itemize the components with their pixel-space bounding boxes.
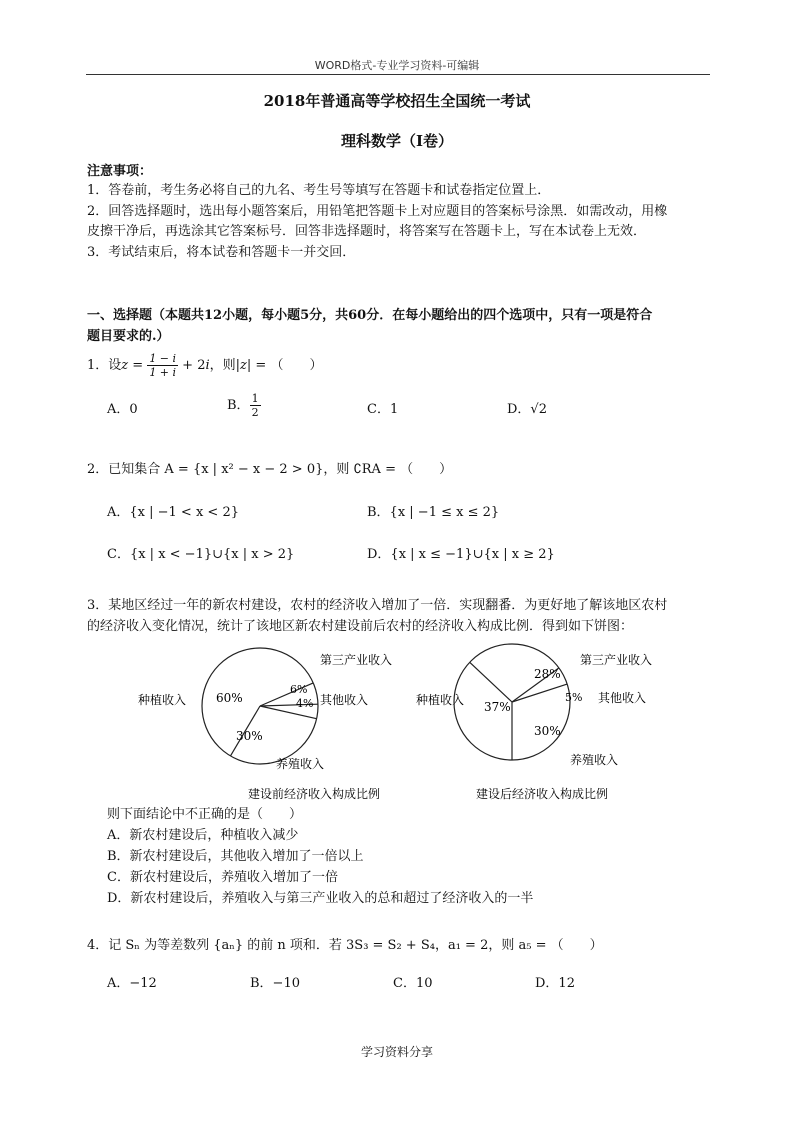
q3-question: 则下面结论中不正确的是（ ） xyxy=(107,807,303,822)
pie-chart-before xyxy=(130,640,410,810)
pie-before-pct-breeding: 30% xyxy=(236,729,263,743)
q1-option-b-fraction xyxy=(250,392,261,419)
q3-option-d: D．新农村建设后，养殖收入与第三产业收入的总和超过了经济收入的一半 xyxy=(107,891,534,906)
pie-after-label-tertiary: 第三产业收入 xyxy=(580,653,653,667)
q1-option-d: D．√2 xyxy=(507,402,547,417)
pie-before-title: 建设前经济收入构成比例 xyxy=(248,787,381,801)
q1-option-b-num: 1 xyxy=(251,392,259,405)
q4-option-d: D．12 xyxy=(535,976,575,991)
q3-option-a: A．新农村建设后，种植收入减少 xyxy=(107,828,299,843)
q1-eq: = xyxy=(128,358,148,373)
pie-after-label-other: 其他收入 xyxy=(598,691,647,705)
q4-stem: 4．记 Sₙ 为等差数列 {aₙ} 的前 n 项和．若 3S₃ = S₂ + S₄，a₁ = 2，则 a₅ = （ ） xyxy=(87,938,603,953)
notice-line-4: 3．考试结束后，将本试卷和答题卡一并交回． xyxy=(87,245,356,260)
notice-heading: 注意事项： xyxy=(87,164,153,179)
q1-stem xyxy=(87,350,712,382)
pie-after-label-planting: 种植收入 xyxy=(416,693,465,707)
q1-option-b-den: 2 xyxy=(251,406,259,419)
pie-before-pct-tertiary: 6% xyxy=(290,683,308,696)
q3-stem-line-2: 的经济收入变化情况，统计了该地区新农村建设前后农村的经济收入构成比例．得到如下饼图： xyxy=(87,619,634,634)
pie-before-label-tertiary: 第三产业收入 xyxy=(320,653,393,667)
pie-before-label-breeding: 养殖收入 xyxy=(276,757,325,771)
pie-before-pct-other: 4% xyxy=(296,697,314,710)
page-header: WORD格式-专业学习资料-可编辑 xyxy=(314,59,480,72)
q1-option-a: A．0 xyxy=(107,402,138,417)
section-heading-line-2: 题目要求的.） xyxy=(87,329,170,344)
pie-after-pct-breeding: 30% xyxy=(534,724,561,738)
notice-line-3: 皮擦干净后，再选涂其它答案标号．回答非选择题时，将答案写在答题卡上，写在本试卷上无效． xyxy=(87,224,647,239)
q1-numerator: 1 − i xyxy=(149,352,177,365)
pie-after-pct-planting: 37% xyxy=(484,700,511,714)
pie-chart-after xyxy=(410,640,690,810)
q2-stem: 2．已知集合 A = {x | x² − x − 2 > 0}，则 ∁RA = （ ） xyxy=(87,462,453,477)
header-rule xyxy=(86,74,710,75)
q4-option-b: B．−10 xyxy=(250,976,300,991)
pie-after-slices xyxy=(454,644,570,760)
section-heading-line-1: 一、选择题（本题共12小题，每小题5分，共60分．在每小题给出的四个选项中，只有一项是符合 xyxy=(87,308,653,323)
notice-line-2: 2．回答选择题时，选出每小题答案后，用铅笔把答题卡上对应题目的答案标号涂黑．如需改动，用橡 xyxy=(87,204,668,219)
q2-option-d: D．{x | x ≤ −1}∪{x | x ≥ 2} xyxy=(367,547,555,562)
q3-option-c: C．新农村建设后，养殖收入增加了一倍 xyxy=(107,870,338,885)
q1-option-b xyxy=(227,392,261,419)
q1-option-c: C．1 xyxy=(367,402,399,417)
q1-tail: = （ ） xyxy=(251,358,323,373)
q1-plus: + 2 xyxy=(178,358,206,373)
q2-option-c: C．{x | x < −1}∪{x | x > 2} xyxy=(107,547,295,562)
notice-line-1: 1．答卷前，考生务必将自己的九名、考生号等填写在答题卡和试卷指定位置上． xyxy=(87,183,551,198)
pie-before-pct-planting: 60% xyxy=(216,691,243,705)
q2-option-b: B．{x | −1 ≤ x ≤ 2} xyxy=(367,505,500,520)
q1-fraction xyxy=(147,352,178,379)
q1-then: ，则 xyxy=(209,358,236,373)
page-footer: 学习资料分享 xyxy=(360,1045,433,1059)
pie-before-label-other: 其他收入 xyxy=(320,693,369,707)
q3-stem-line-1: 3．某地区经过一年的新农村建设，农村的经济收入增加了一倍．实现翻番．为更好地了解该地区农村 xyxy=(87,598,668,613)
pie-after-pct-other: 5% xyxy=(565,691,583,704)
q1-i: i xyxy=(205,358,210,373)
q1-prefix: 1．设 xyxy=(87,358,122,373)
pie-before-label-planting: 种植收入 xyxy=(138,693,187,707)
pie-after-title: 建设后经济收入构成比例 xyxy=(476,787,609,801)
q3-option-b: B．新农村建设后，其他收入增加了一倍以上 xyxy=(107,849,364,864)
q4-option-a: A．−12 xyxy=(107,976,157,991)
q2-option-a: A．{x | −1 < x < 2} xyxy=(107,505,239,520)
exam-subtitle: 理科数学（I卷） xyxy=(340,132,454,150)
q1-absz: |z| xyxy=(235,358,252,373)
q4-option-c: C．10 xyxy=(393,976,433,991)
q1-denominator: 1 + i xyxy=(149,366,177,379)
q1-option-b-label: B． xyxy=(227,398,250,413)
pie-after-label-breeding: 养殖收入 xyxy=(570,753,619,767)
pie-after-pct-tertiary: 28% xyxy=(534,667,561,681)
exam-title: 2018年普通高等学校招生全国统一考试 xyxy=(263,92,531,110)
q1-z: z xyxy=(121,358,129,373)
